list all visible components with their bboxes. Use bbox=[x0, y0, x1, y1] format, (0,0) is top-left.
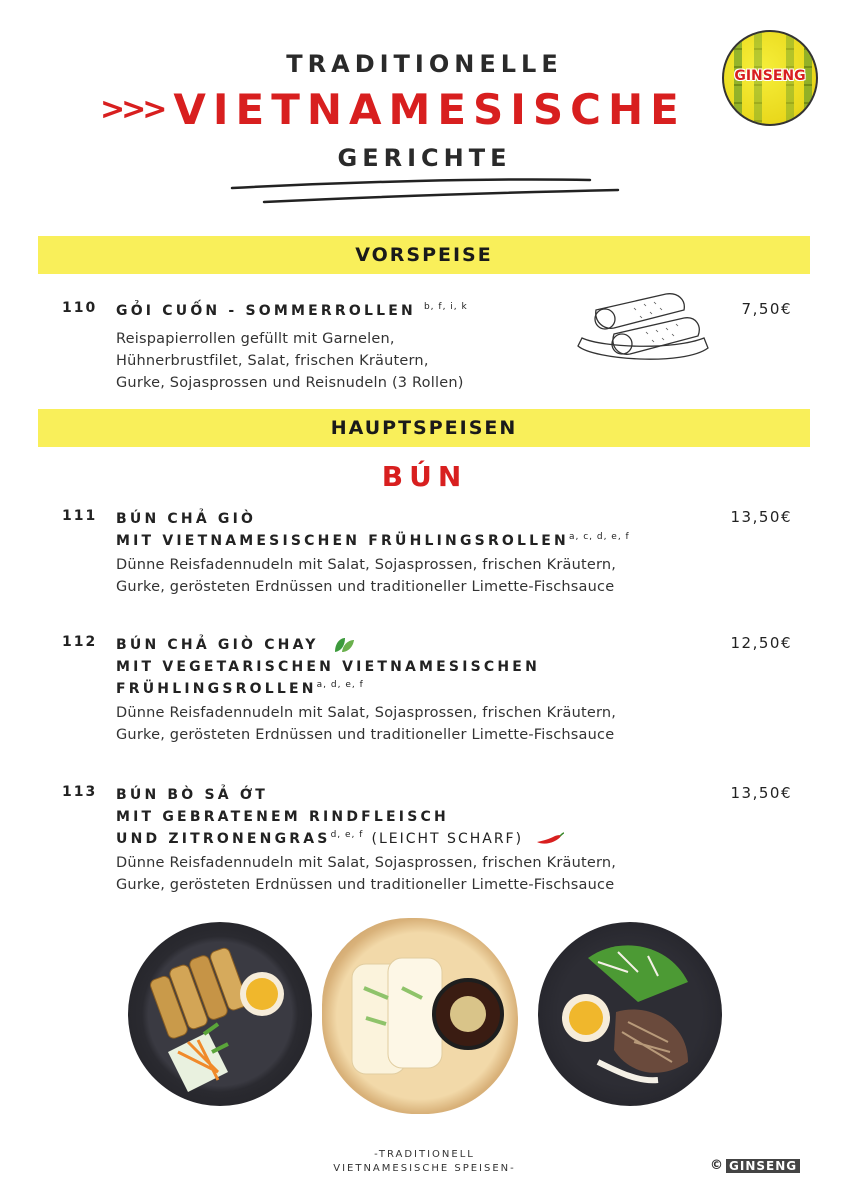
item-title: BÚN BÒ SẢ ỚT MIT GEBRATENEM RINDFLEISCH UND ZITRONENGRAS$^{d, e, f}$ (LEICHT SCHARF) bbox=[116, 784, 565, 850]
chili-pepper-icon bbox=[535, 832, 565, 846]
header-main-row bbox=[100, 84, 700, 134]
ginseng-logo bbox=[722, 30, 818, 126]
item-allergens: b, f, i, k bbox=[423, 302, 468, 312]
section-title-hauptspeisen: HAUPTSPEISEN bbox=[330, 417, 518, 439]
item-description: Dünne Reisfadennudeln mit Salat, Sojasprossen, frischen Kräutern, Gurke, gerösteten Erdnüssen und traditioneller Limette-Fischsauce bbox=[116, 705, 617, 743]
page-title: VIETNAMESISCHE bbox=[173, 84, 686, 134]
item-description: Dünne Reisfadennudeln mit Salat, Sojasprossen, frischen Kräutern, Gurke, gerösteten Erdnüssen und traditioneller Limette-Fischsauce bbox=[116, 557, 617, 595]
header-traditionelle: TRADITIONELLE bbox=[286, 50, 563, 78]
item-title: BÚN CHẢ GIÒ CHAY MIT VEGETARISCHEN VIETNAMESISCHEN FRÜHLINGSROLLEN$^{a, d, e, f}$ bbox=[116, 637, 540, 697]
arrows-icon: >>> bbox=[100, 91, 164, 127]
spicy-note: (LEICHT SCHARF) bbox=[371, 831, 524, 847]
item-price: 12,50€ bbox=[730, 634, 792, 652]
item-description: Dünne Reisfadennudeln mit Salat, Sojasprossen, frischen Kräutern, Gurke, gerösteten Erdnüssen und traditioneller Limette-Fischsauce bbox=[116, 855, 617, 893]
header-gerichte: GERICHTE bbox=[337, 144, 512, 172]
item-number: 111 bbox=[62, 508, 98, 524]
item-allergens: a, d, e, f bbox=[316, 680, 364, 690]
copyright-mark bbox=[710, 1158, 800, 1173]
logo-text: GINSENG bbox=[734, 68, 806, 84]
footer-tagline: -TRADITIONELL VIETNAMESISCHE SPEISEN- bbox=[333, 1149, 516, 1174]
copyright-icon: © bbox=[710, 1158, 723, 1173]
food-photo-spring-rolls bbox=[128, 922, 312, 1106]
item-allergens: d, e, f bbox=[330, 830, 364, 840]
swoosh-underline-icon bbox=[228, 174, 623, 206]
section-title-vorspeise: VORSPEISE bbox=[355, 244, 493, 266]
spring-roll-illustration-icon bbox=[574, 288, 714, 368]
food-photo-rice-paper-rolls bbox=[322, 918, 518, 1114]
item-title: BÚN CHẢ GIÒ MIT VIETNAMESISCHEN FRÜHLINGSROLLEN$^{a, c, d, e, f}$ bbox=[116, 511, 630, 549]
menu-item-112 bbox=[62, 634, 792, 744]
vegetarian-leaf-icon bbox=[333, 636, 355, 654]
section-title-bun: BÚN bbox=[381, 460, 468, 493]
menu-item-113 bbox=[62, 784, 792, 894]
item-title: GỎI CUỐN - SOMMERROLLEN $^{b, f, i, k}$ bbox=[116, 302, 468, 319]
item-description: Reispapierrollen gefüllt mit Garnelen, Hühnerbrustfilet, Salat, frischen Kräutern, Gurke, Sojasprossen und Reisnudeln (3 Rollen) bbox=[116, 331, 464, 391]
item-price: 13,50€ bbox=[730, 508, 792, 526]
item-number: 110 bbox=[62, 300, 98, 316]
item-price: 7,50€ bbox=[741, 300, 792, 318]
item-number: 113 bbox=[62, 784, 98, 800]
food-photo-beef-lemongrass bbox=[538, 922, 722, 1106]
section-band-hauptspeisen bbox=[38, 409, 810, 447]
menu-item-111 bbox=[62, 508, 792, 598]
item-number: 112 bbox=[62, 634, 98, 650]
section-band-vorspeise bbox=[38, 236, 810, 274]
copyright-brand: GINSENG bbox=[726, 1159, 800, 1173]
item-allergens: a, c, d, e, f bbox=[568, 532, 630, 542]
item-price: 13,50€ bbox=[730, 784, 792, 802]
